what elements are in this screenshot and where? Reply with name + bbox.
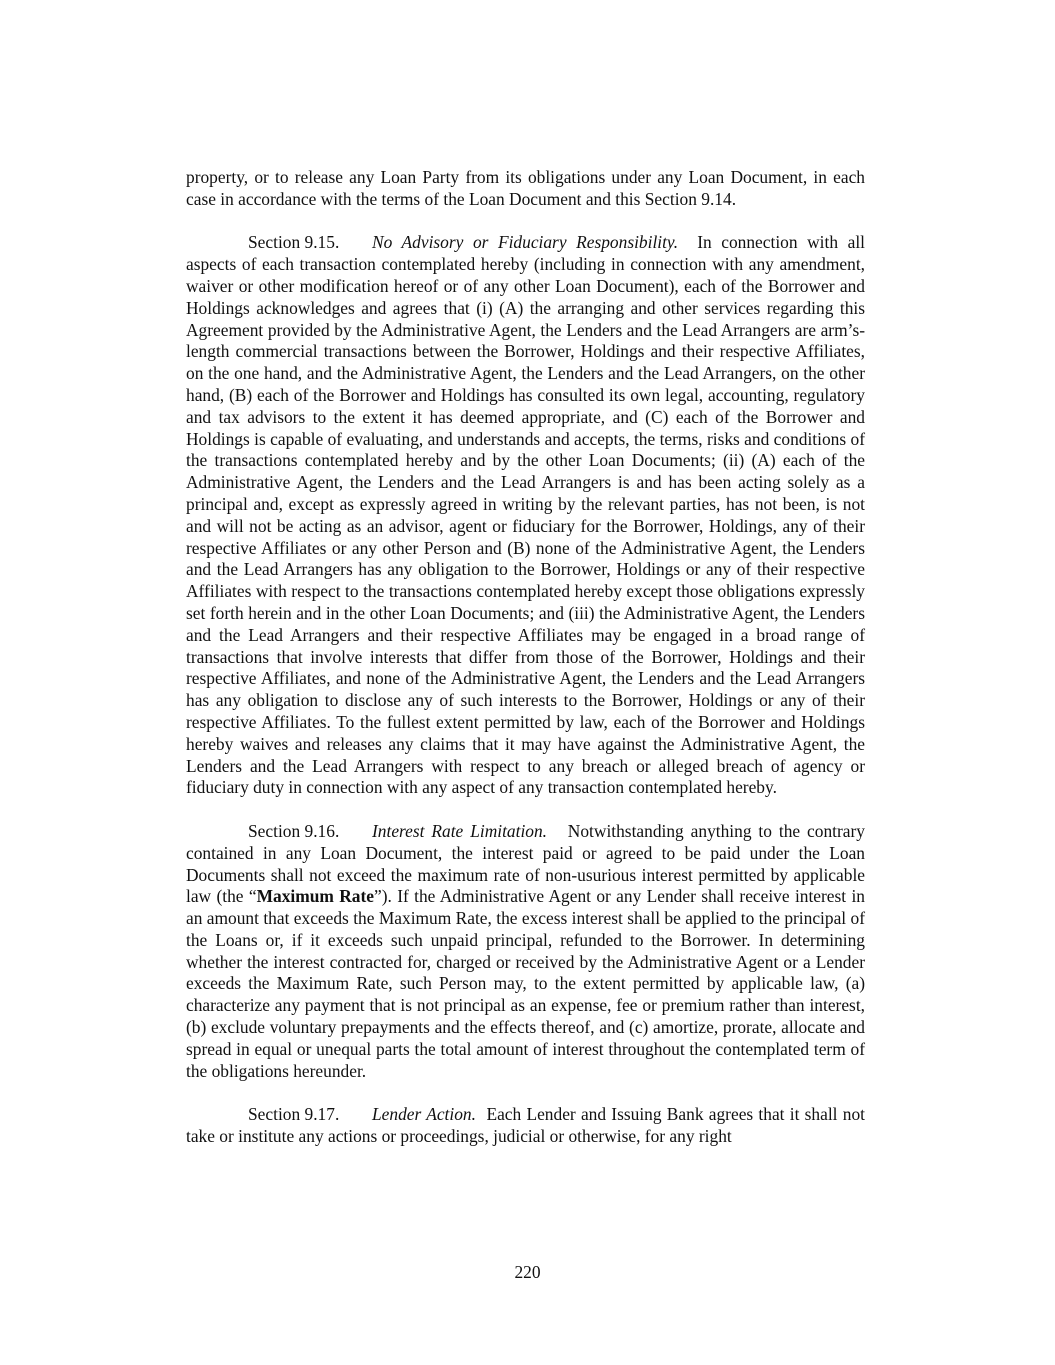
section-9-16-title: Interest Rate Limitation. bbox=[372, 820, 548, 841]
section-9-17-number: Section 9.17. bbox=[248, 1104, 340, 1125]
section-9-15-title: No Advisory or Fiduciary Responsibility. bbox=[372, 232, 679, 253]
section-9-17-text: Each Lender and Issuing Bank agrees that it shall not take or institute any actions or proceedings, judicial or otherwise, for any right bbox=[186, 1104, 865, 1147]
page-number: 220 bbox=[514, 1262, 541, 1282]
section-9-16-paragraph bbox=[186, 821, 865, 1083]
section-9-15-paragraph bbox=[186, 232, 865, 799]
section-9-16-number: Section 9.16. bbox=[248, 820, 340, 841]
section-9-16-text-before-term: Notwithstanding anything to the contrary contained in any Loan Document, the interest paid or agreed to be paid under the Loan Documents shall not exceed the maximum rate of non-usurious interest permitted by applicable law (the “ bbox=[186, 820, 865, 907]
section-9-16-text-after-term: ”). If the Administrative Agent or any Lender shall receive interest in an amount that exceeds the Maximum Rate, the excess interest shall be applied to the principal of the Loans or, if it exceeds such unpaid principal, refunded to the Borrower. In determining whether the interest contracted for, charged or received by the Administrative Agent or a Lender exceeds the Maximum Rate, such Person may, to the extent permitted by applicable law, (a) characterize any payment that is not principal as an expense, fee or premium rather than interest, (b) exclude voluntary prepayments and the effects thereof, and (c) amortize, prorate, allocate and spread in equal or unequal parts the total amount of interest throughout the contemplated term of the obligations hereunder. bbox=[186, 886, 866, 1081]
section-9-17-title: Lender Action. bbox=[372, 1104, 476, 1125]
document-page bbox=[186, 167, 865, 1170]
section-9-17-paragraph bbox=[186, 1104, 865, 1148]
section-9-15-number: Section 9.15. bbox=[248, 232, 340, 253]
section-9-16-defined-term: Maximum Rate bbox=[256, 886, 374, 907]
section-9-15-text: In connection with all aspects of each transaction contemplated hereby (including in connection with any amendment, waiver or other modification hereof or of any other Loan Document), each of the Borrower and Holdings acknowledges and agrees that (i) (A) the arranging and other services regarding this Agreement provided by the Administrative Agent, the Lenders and the Lead Arrangers are arm’s-length commercial transactions between the Borrower, Holdings and their respective Affiliates, on the one hand, and the Administrative Agent, the Lenders and the Lead Arrangers, on the other hand, (B) each of the Borrower and Holdings has consulted its own legal, accounting, regulatory and tax advisors to the extent it has deemed appropriate, and (C) each of the Borrower and Holdings is capable of evaluating, and understands and accepts, the terms, risks and conditions of the transactions contemplated hereby and by the other Loan Documents; (ii) (A) each of the Administrative Agent, the Lenders and the Lead Arrangers is and has been acting solely as a principal and, except as expressly agreed in writing by the relevant parties, has not been, is not and will not be acting as an advisor, agent or fiduciary for the Borrower, Holdings, any of their respective Affiliates or any other Person and (B) none of the Administrative Agent, the Lenders and the Lead Arrangers has any obligation to the Borrower, Holdings or any of their respective Affiliates with respect to the transactions contemplated hereby except those obligations expressly set forth herein and in the other Loan Documents; and (iii) the Administrative Agent, the Lenders and the Lead Arrangers and their respective Affiliates may be engaged in a broad range of transactions that involve interests that differ from those of the Borrower, Holdings and their respective Affiliates, and none of the Administrative Agent, the Lenders and the Lead Arrangers has any obligation to disclose any of such interests to the Borrower, Holdings or any of their respective Affiliates. To the fullest extent permitted by law, each of the Borrower and Holdings hereby waives and releases any claims that it may have against the Administrative Agent, the Lenders and the Lead Arrangers with respect to any breach or alleged breach of agency or fiduciary duty in connection with any aspect of any transaction contemplated hereby. bbox=[186, 232, 865, 798]
opening-paragraph: property, or to release any Loan Party from its obligations under any Loan Document, in each case in accordance with the terms of the Loan Document and this Section 9.14. bbox=[186, 167, 865, 209]
